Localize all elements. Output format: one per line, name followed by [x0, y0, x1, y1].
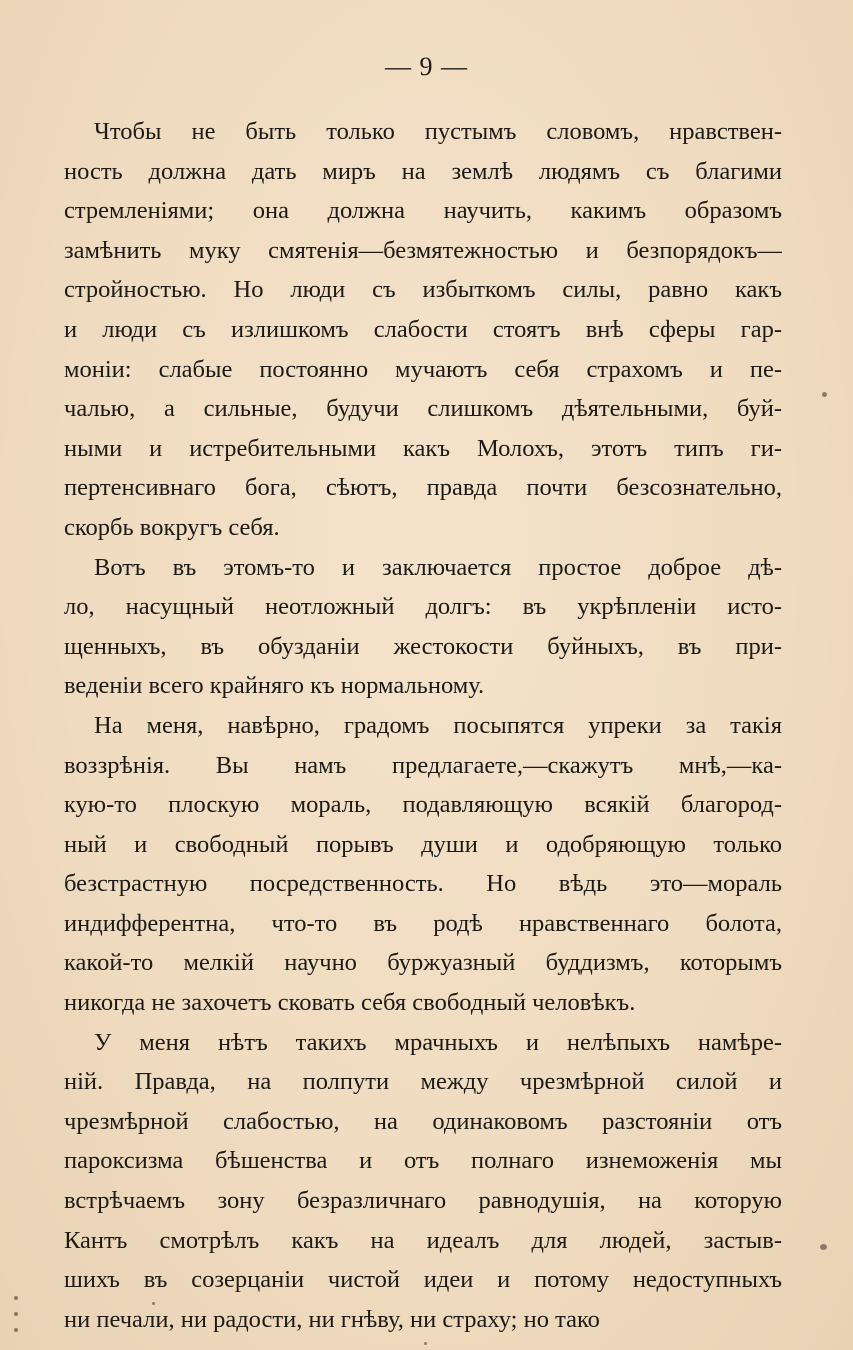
text-line: шихъ въ созерцаніи чистой идеи и потому недоступныхъ [64, 1266, 782, 1294]
text-line: ни печали, ни радости, ни гнѣву, ни страху; но тако [64, 1305, 600, 1333]
text-line: ными и истребительными какъ Молохъ, этотъ типъ ги- [64, 434, 782, 462]
text-line: замѣнить муку смятенія—безмятежностью и безпорядокъ— [64, 236, 782, 264]
body-text [64, 112, 782, 1339]
text-line: Кантъ смотрѣлъ какъ на идеалъ для людей, застыв- [64, 1226, 782, 1254]
page-number: — 9 — [385, 52, 468, 81]
text-line: воззрѣнія. Вы намъ предлагаете,—скажутъ мнѣ,—ка- [64, 751, 782, 779]
paper-speck [822, 392, 827, 397]
text-line: индифферентна, что-то въ родѣ нравственнаго болота, [64, 909, 782, 937]
text-line: какой-то мелкій научно буржуазный буддизмъ, которымъ [64, 949, 782, 977]
text-line: щенныхъ, въ обузданіи жестокости буйныхъ, въ при- [64, 632, 782, 660]
text-line: Чтобы не быть только пустымъ словомъ, нравствен- [94, 118, 782, 145]
paragraph [64, 1023, 782, 1340]
text-line: пароксизма бѣшенства и отъ полнаго изнеможенія мы [64, 1147, 782, 1175]
text-line: встрѣчаемъ зону безразличнаго равнодушія, на которую [64, 1187, 782, 1215]
text-line: безстрастную посредственность. Но вѣдь это—мораль [64, 870, 782, 898]
text-line: Вотъ въ этомъ-то и заключается простое доброе дѣ- [94, 553, 782, 581]
text-line: скорбь вокругъ себя. [64, 513, 280, 541]
text-line: веденіи всего крайняго къ нормальному. [64, 672, 485, 700]
text-line: кую-то плоскую мораль, подавляющую всякій благород- [64, 791, 782, 819]
text-line: ло, насущный неотложный долгъ: въ укрѣпленіи исто- [64, 593, 782, 621]
text-line: чалью, а сильные, будучи слишкомъ дѣятельными, буй- [64, 395, 782, 423]
paper-speck [14, 1312, 18, 1316]
text-line: пертенсивнаго бога, сѣютъ, правда почти безсознательно, [64, 474, 782, 502]
text-line: ній. Правда, на полпути между чрезмѣрной силой и [64, 1068, 782, 1096]
text-line: ный и свободный порывъ души и одобряющую только [64, 830, 782, 858]
text-line: никогда не захочетъ сковать себя свободный человѣкъ. [64, 989, 636, 1017]
paper-speck [152, 1302, 155, 1305]
paragraph [64, 548, 782, 706]
paper-speck [14, 1328, 18, 1332]
text-line: стройностью. Но люди съ избыткомъ силы, равно какъ [64, 276, 782, 304]
paper-speck [820, 1244, 827, 1250]
paper-speck [424, 1342, 427, 1345]
text-line: чрезмѣрной слабостью, на одинаковомъ разстояніи отъ [64, 1107, 782, 1135]
paragraph [64, 706, 782, 1023]
text-line: У меня нѣтъ такихъ мрачныхъ и нелѣпыхъ намѣре- [94, 1028, 782, 1056]
paragraph [64, 112, 782, 548]
text-line: и люди съ излишкомъ слабости стоятъ внѣ сферы гар- [64, 315, 782, 343]
paper-speck [14, 1296, 18, 1300]
text-line: На меня, навѣрно, градомъ посыпятся упреки за такія [94, 711, 782, 739]
text-line: моніи: слабые постоянно мучаютъ себя страхомъ и пе- [64, 355, 782, 383]
text-line: стремленіями; она должна научить, какимъ образомъ [64, 197, 782, 225]
text-line: ность должна дать миръ на землѣ людямъ съ благими [64, 157, 782, 185]
